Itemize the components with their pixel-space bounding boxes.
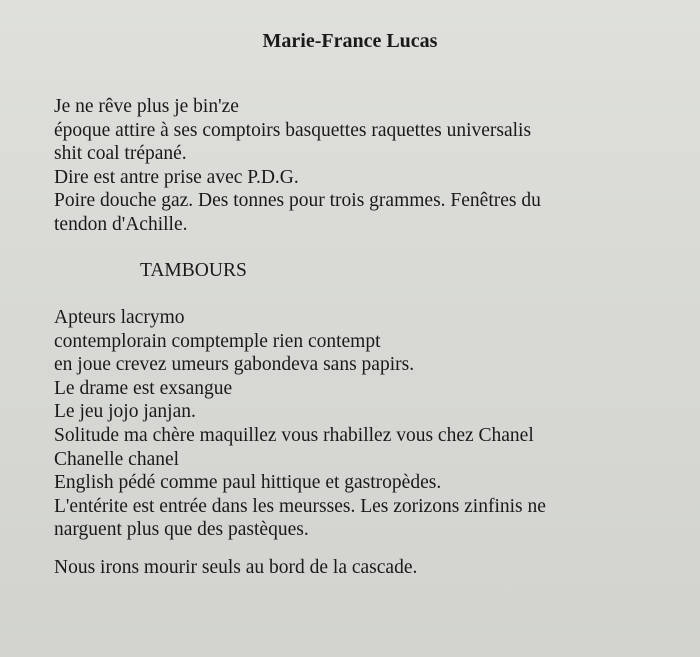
- poem-line: Je ne rêve plus je bin'ze: [54, 96, 239, 117]
- poem-line: L'entérite est entrée dans les meursses. Les zorizons zinfinis ne: [54, 495, 546, 517]
- poem-line: contemplorain comptemple rien contempt: [54, 330, 381, 352]
- poem-line: Apteurs lacrymo: [54, 307, 185, 328]
- poem-line: époque attire à ses comptoirs basquettes raquettes universalis: [54, 119, 532, 141]
- poem-line: Le jeu jojo janjan.: [54, 401, 196, 423]
- poem-line: Poire douche gaz. Des tonnes pour trois grammes. Fenêtres du: [54, 190, 541, 212]
- stanza-2: [54, 306, 546, 542]
- poem-line: Dire est antre prise avec P.D.G.: [54, 166, 299, 188]
- poem-line: en joue crevez umeurs gabondeva sans papirs.: [54, 354, 415, 376]
- poem-line: Nous irons mourir seuls au bord de la cascade.: [54, 557, 418, 578]
- section-title: TAMBOURS: [140, 260, 247, 281]
- poem-line: English pédé comme paul hittique et gastropèdes.: [54, 472, 442, 494]
- poem-line: Le drame est exsangue: [54, 377, 233, 399]
- poem-line: narguent plus que des pastèques.: [54, 519, 309, 541]
- poem-line: shit coal trépané.: [54, 143, 187, 165]
- author-heading: Marie-France Lucas: [262, 30, 438, 52]
- poem-line: Chanelle chanel: [54, 448, 180, 470]
- poem-line: tendon d'Achille.: [54, 213, 188, 235]
- poem-line: Solitude ma chère maquillez vous rhabillez vous chez Chanel: [54, 424, 534, 446]
- stanza-3: [54, 556, 417, 580]
- stanza-1: [54, 95, 541, 237]
